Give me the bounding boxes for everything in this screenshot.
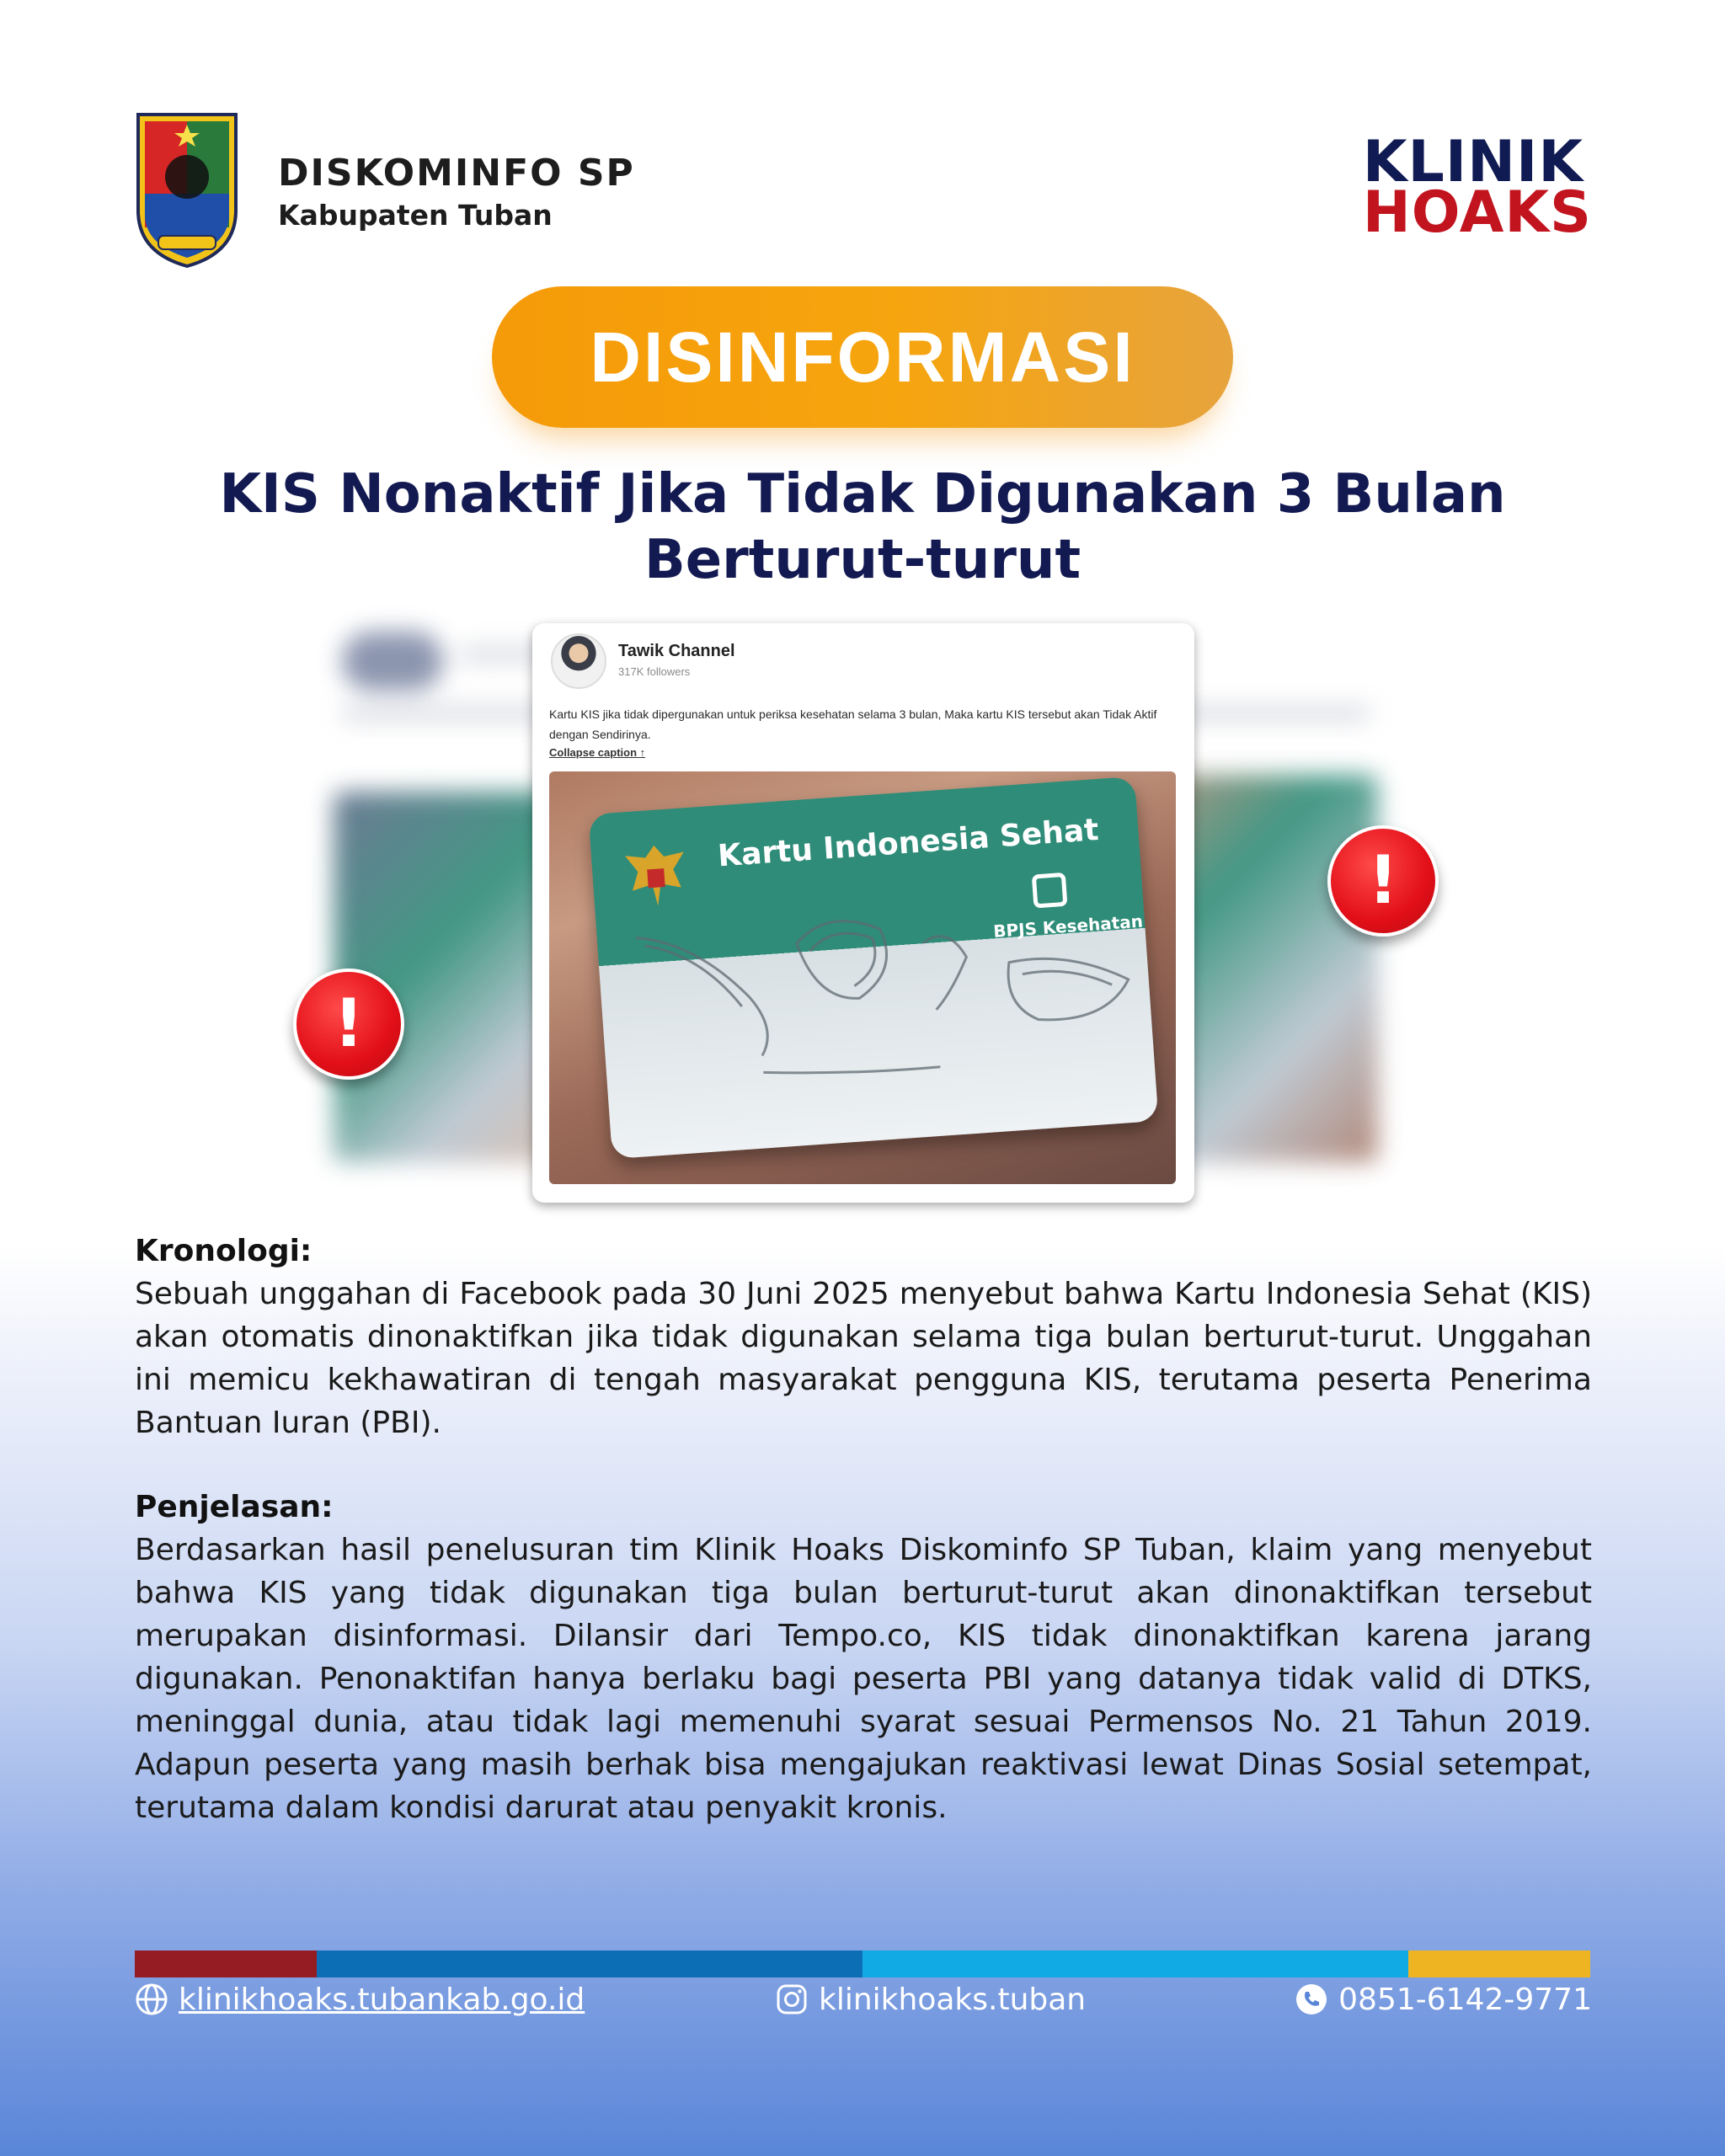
footer-stripe <box>1408 1951 1590 1977</box>
website-url[interactable]: klinikhoaks.tubankab.go.id <box>179 1982 585 2017</box>
instagram-handle[interactable] <box>775 1979 1086 2020</box>
organization-name: DISKOMINFO SP <box>278 152 635 195</box>
headline <box>101 462 1624 593</box>
kis-card-photo <box>549 771 1176 1184</box>
facebook-post-screenshot <box>532 623 1194 1203</box>
brand-line-2: HOAKS <box>1362 179 1592 246</box>
headline-line-1: KIS Nonaktif Jika Tidak Digunakan 3 Bulan <box>219 463 1506 526</box>
globe-icon <box>135 1983 168 2016</box>
kronologi-section <box>135 1230 1592 1444</box>
warning-alert-icon: ! <box>1327 825 1439 937</box>
kabupaten-tuban-crest-logo <box>133 109 241 270</box>
card-issuer: BPJS Kesehatan <box>992 910 1144 942</box>
channel-name: Tawik Channel <box>618 642 735 660</box>
channel-avatar <box>551 633 606 689</box>
kronologi-body: Sebuah unggahan di Facebook pada 30 Juni 2025 menyebut bahwa Kartu Indonesia Sehat (KIS) akan otomatis dinonaktifkan jika tidak digunakan selama tiga bulan berturut-turut. Unggahan ini memicu kekhawatiran di tengah masyarakat pengguna KIS, terutama peserta Penerima Bantuan Iuran (PBI). <box>135 1277 1592 1440</box>
kis-card <box>588 776 1158 1159</box>
phone-number: 0851-6142-9771 <box>1338 1982 1592 2017</box>
collapse-caption-link[interactable] <box>549 746 645 759</box>
penjelasan-body: Berdasarkan hasil penelusuran tim Klinik Hoaks Diskominfo SP Tuban, klaim yang menyebut bahwa KIS yang tidak digunakan tiga bulan berturut-turut akan dinonaktifkan tersebut merupakan disinformasi. Dilansir dari Tempo.co, KIS tidak dinonaktifkan karena jarang digunakan. Penonaktifan hanya berlaku bagi peserta PBI yang datanya tidak valid di DTKS, meninggal dunia, atau tidak lagi memenuhi syarat sesuai Permensos No. 21 Tahun 2019. Adapun peserta yang masih berhak bisa mengajukan reaktivasi lewat Dinas Sosial setempat, terutama dalam kondisi darurat atau penyakit kronis. <box>135 1533 1592 1825</box>
instagram-text: klinikhoaks.tuban <box>819 1982 1087 2017</box>
channel-followers: 317K followers <box>618 665 691 678</box>
website-link[interactable] <box>135 1979 585 2020</box>
phone-contact[interactable] <box>1295 1979 1592 2020</box>
warning-alert-icon: ! <box>293 969 404 1080</box>
collapse-arrow-icon: ↑ <box>639 746 646 759</box>
kronologi-heading: Kronologi: <box>135 1234 312 1268</box>
penjelasan-section <box>135 1486 1592 1829</box>
footer-stripe <box>317 1951 862 1977</box>
footer-stripe <box>862 1951 1408 1977</box>
organization-region: Kabupaten Tuban <box>278 199 553 232</box>
post-caption: Kartu KIS jika tidak dipergunakan untuk periksa kesehatan selama 3 bulan, Maka kartu KIS tersebut akan Tidak Aktif dengan Sendirinya. <box>549 707 1157 741</box>
verdict-badge-label: DISINFORMASI <box>590 317 1135 397</box>
instagram-icon <box>775 1983 809 2016</box>
phone-icon <box>1295 1983 1328 2016</box>
headline-line-2: Berturut-turut <box>644 529 1081 591</box>
verdict-badge <box>492 286 1233 428</box>
footer-stripe <box>135 1951 317 1977</box>
klinik-hoaks-logo <box>1362 129 1592 246</box>
penjelasan-heading: Penjelasan: <box>135 1490 334 1524</box>
bpjs-logo-icon <box>1032 873 1068 909</box>
brand-line-1: KLINIK <box>1362 129 1584 195</box>
collapse-caption-label: Collapse caption <box>549 746 638 759</box>
organization-name-block <box>278 153 635 232</box>
card-title: Kartu Indonesia Sehat <box>716 813 1100 874</box>
